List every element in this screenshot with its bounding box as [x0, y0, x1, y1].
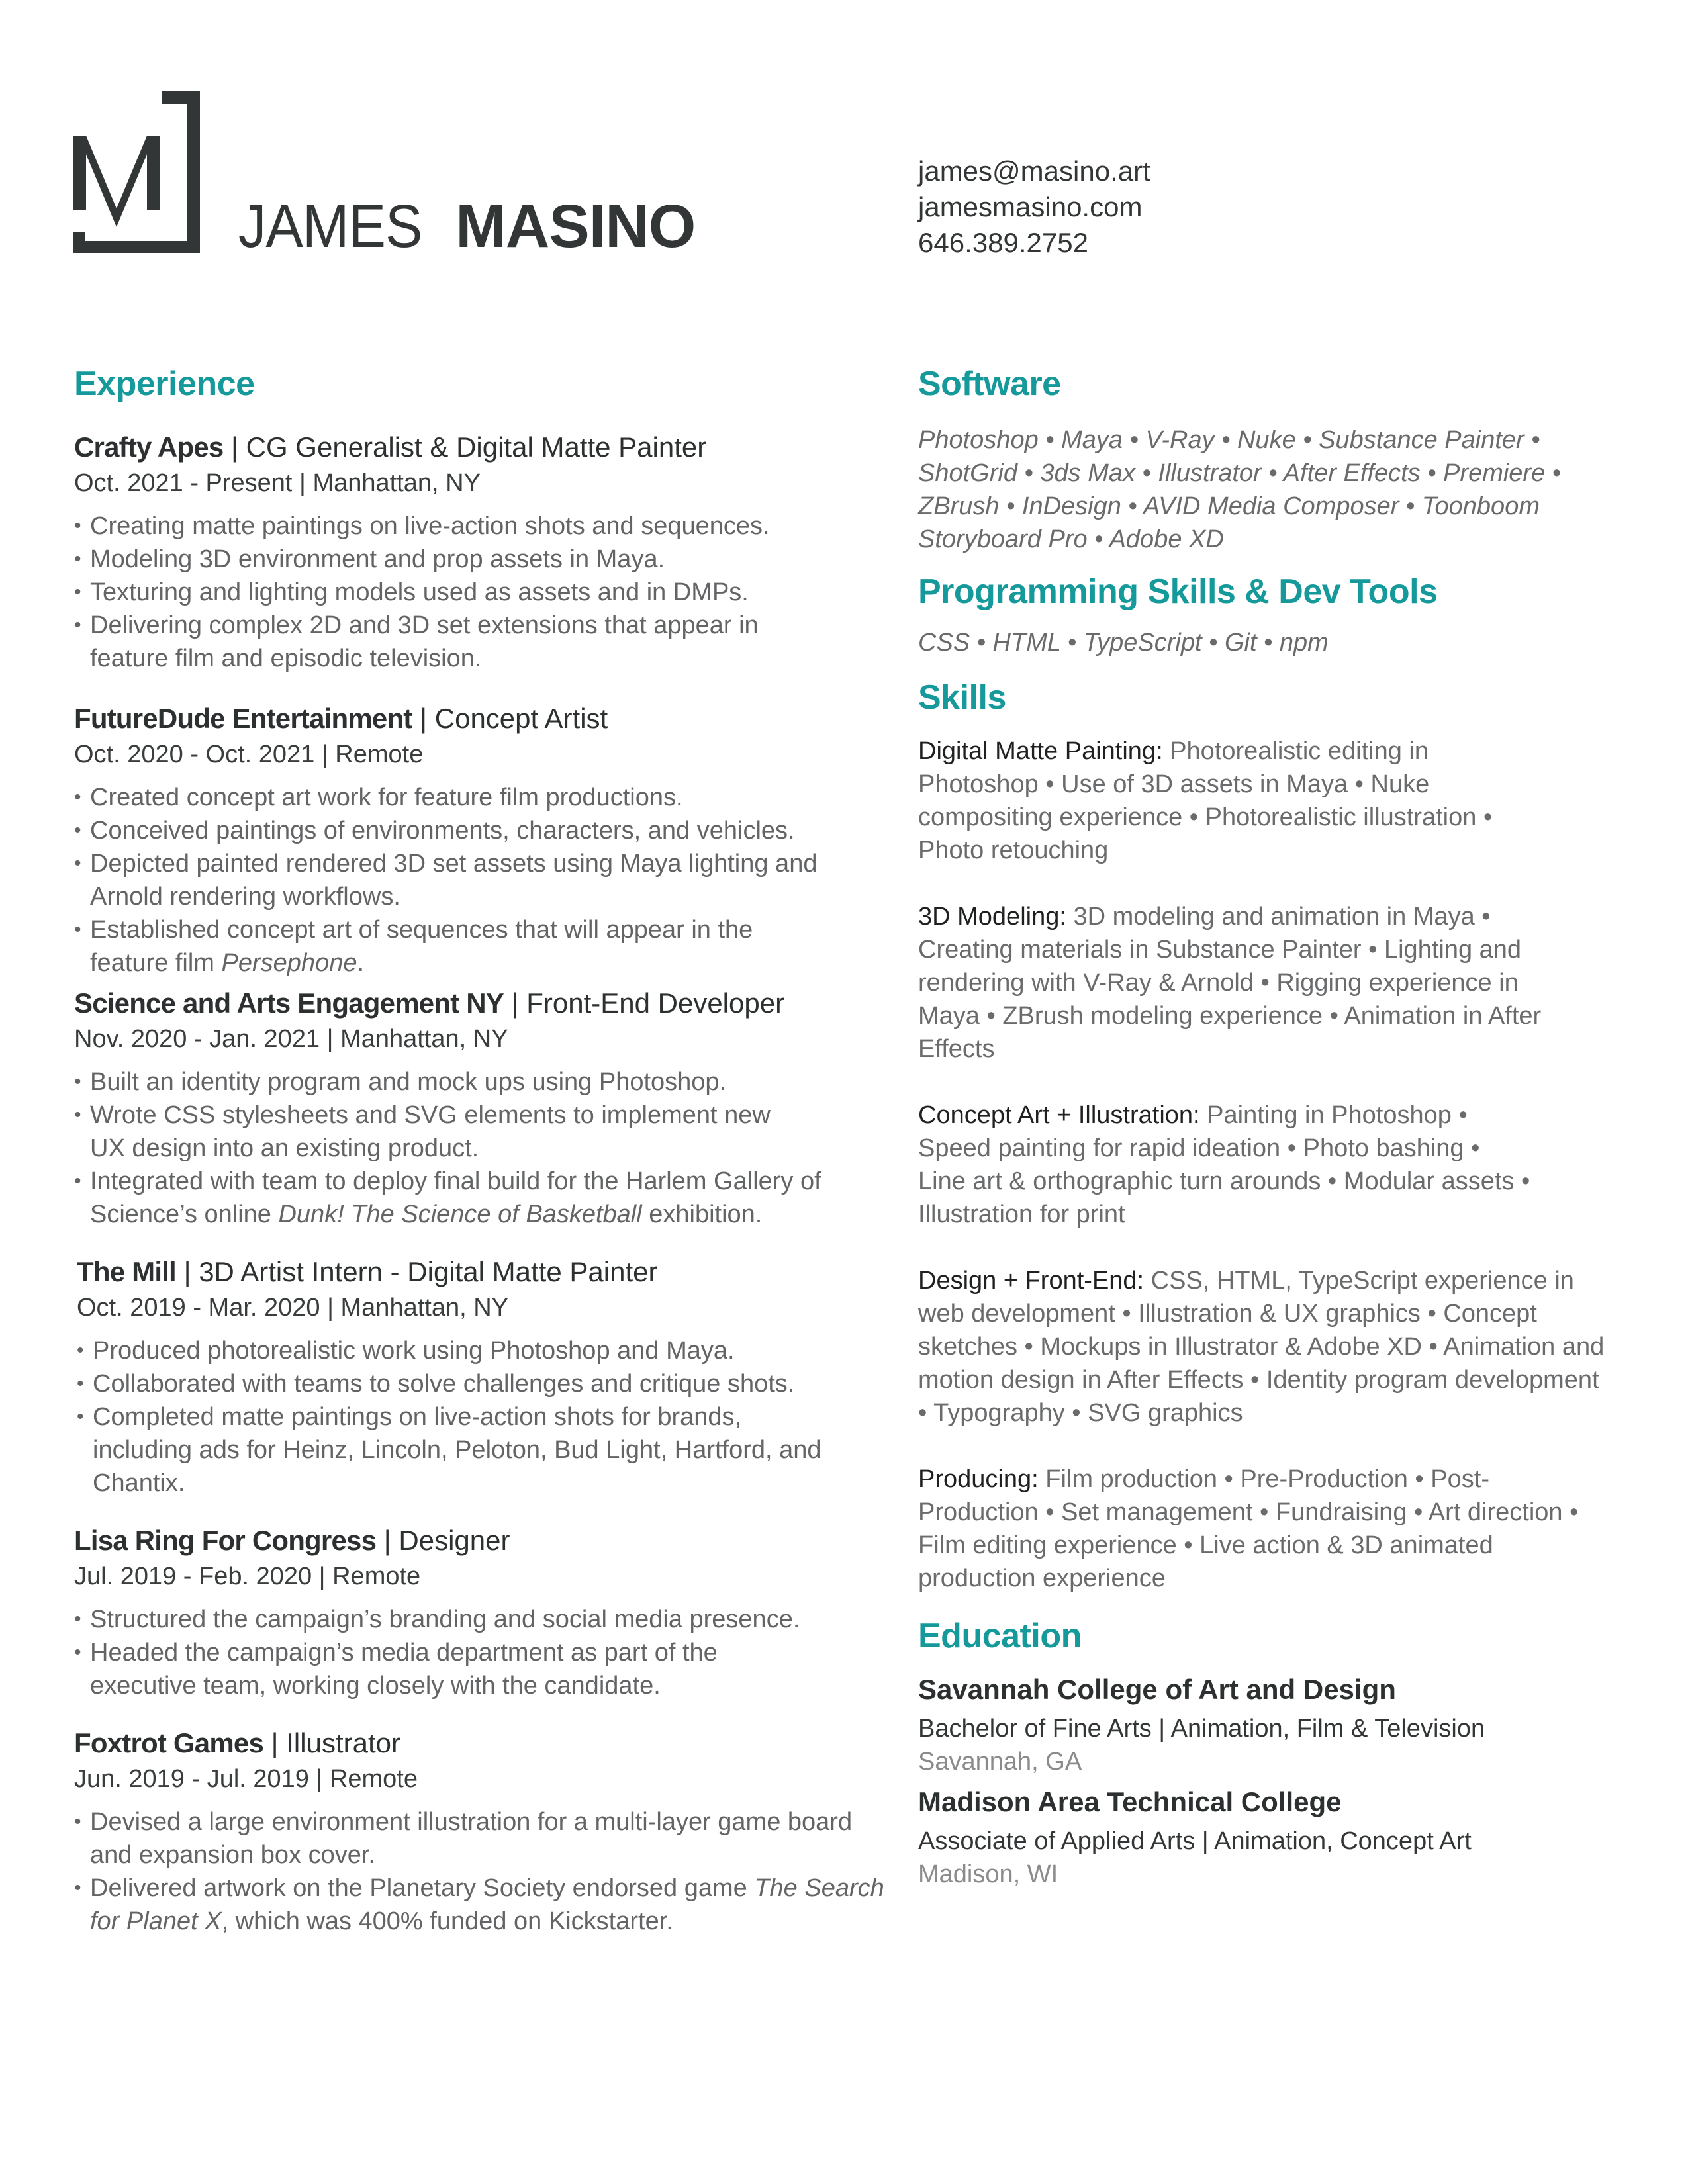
section-title-education: Education: [918, 1617, 1082, 1655]
programming-section: [918, 570, 1646, 659]
job-dates-location: Oct. 2021 - Present | Manhattan, NY: [74, 469, 481, 497]
school-name: Savannah College of Art and Design: [918, 1674, 1396, 1705]
separator: |: [263, 1727, 287, 1758]
bullet-item: • Depicted painted rendered 3D set assets using Maya lighting and Arnold rendering workflows.: [74, 847, 838, 913]
bullet-item: • Completed matte paintings on live-action shots for brands, including ads for Heinz, Lincoln, Peloton, Bud Light, Hartford, and Chantix.: [77, 1400, 834, 1500]
game-title: The Search for Planet X: [90, 1874, 884, 1935]
job-entry: [74, 1725, 884, 1938]
last-name: MASINO: [455, 193, 696, 260]
email-link[interactable]: james@masino.art: [918, 156, 1150, 187]
job-dates-location: Jul. 2019 - Feb. 2020 | Remote: [74, 1563, 421, 1590]
job-dates-location: Oct. 2020 - Oct. 2021 | Remote: [74, 741, 424, 768]
skill-text: CSS, HTML, TypeScript experience in web development • Illustration & UX graphics • Concept sketches • Mockups in Illustrator & Adobe XD • Animation and motion design in After Effects • Identity program development • Typography • SVG graphics: [918, 1267, 1605, 1427]
skill-text: Film production • Pre-Production • Post-Production • Set management • Fundraising • Art direction • Film editing experience • Live action & 3D animated production experience: [918, 1465, 1579, 1592]
job-bullets: [74, 1066, 868, 1231]
bullet-text: Delivered artwork on the Planetary Society endorsed game: [90, 1874, 755, 1902]
separator: |: [412, 703, 435, 734]
skill-item: [918, 1463, 1580, 1595]
bullet-item: • Headed the campaign’s media department as part of the executive team, working closely with the candidate.: [74, 1636, 818, 1702]
job-role: Concept Artist: [434, 703, 608, 734]
degree: Associate of Applied Arts | Animation, Concept Art: [918, 1827, 1472, 1855]
job-dates-location: Nov. 2020 - Jan. 2021 | Manhattan, NY: [74, 1025, 508, 1053]
job-bullets: [74, 781, 868, 979]
education-entry: [918, 1783, 1646, 1890]
job-bullets: [74, 1603, 868, 1702]
job-bullets: [74, 1805, 884, 1938]
software-section: [918, 363, 1646, 556]
school-name: Madison Area Technical College: [918, 1786, 1342, 1817]
section-title-skills: Skills: [918, 678, 1006, 717]
company-name: Crafty Apes: [74, 432, 224, 463]
school-location: Madison, WI: [918, 1860, 1058, 1888]
company-name: Foxtrot Games: [74, 1727, 263, 1758]
software-list: Photoshop • Maya • V-Ray • Nuke • Substance Painter • ShotGrid • 3ds Max • Illustrator • After Effects • Premiere • ZBrush • InDesign • AVID Media Composer • Toonboom Storyboard Pro • Adobe XD: [918, 426, 1562, 553]
skill-text: Photorealistic editing in Photoshop • Use of 3D assets in Maya • Nuke compositing experience • Photorealistic illustration • Photo retouching: [918, 737, 1493, 864]
right-column: [918, 363, 1646, 1890]
job-title-line: [74, 429, 868, 466]
skill-label: Design + Front-End:: [918, 1267, 1145, 1295]
bullet-item: • Structured the campaign’s branding and social media presence.: [74, 1603, 868, 1636]
film-title: Persephone: [221, 949, 357, 977]
bullet-item: • Built an identity program and mock ups using Photoshop.: [74, 1066, 868, 1099]
job-title-line: [74, 1522, 868, 1559]
skill-item: [918, 735, 1534, 867]
job-bullets: [74, 510, 868, 675]
job-title-line: [74, 1725, 868, 1762]
job-role: Designer: [399, 1525, 510, 1556]
section-title-software: Software: [918, 365, 1061, 403]
skill-item: [918, 900, 1554, 1066]
logo-mark-icon: [73, 91, 200, 257]
job-role: 3D Artist Intern - Digital Matte Painter: [199, 1256, 658, 1287]
degree: Bachelor of Fine Arts | Animation, Film & Television: [918, 1715, 1485, 1743]
experience-section: [74, 363, 884, 1938]
bullet-item: • Created concept art work for feature film productions.: [74, 781, 868, 814]
education-entry: [918, 1670, 1646, 1778]
bullet-item: [74, 1872, 884, 1938]
candidate-name: [238, 193, 696, 260]
skill-label: Producing:: [918, 1465, 1039, 1493]
section-title-experience: Experience: [74, 365, 255, 403]
job-title-line: [74, 985, 868, 1022]
bullet-item: • Produced photorealistic work using Photoshop and Maya.: [77, 1334, 868, 1367]
skill-label: Digital Matte Painting:: [918, 737, 1163, 765]
job-bullets: [77, 1334, 868, 1500]
section-title-programming: Programming Skills & Dev Tools: [918, 572, 1438, 611]
bullet-item: • Conceived paintings of environments, characters, and vehicles.: [74, 814, 868, 847]
bullet-text: Established concept art of sequences that will appear in the feature film: [90, 916, 753, 977]
job-entry: [74, 429, 868, 675]
skill-text: Painting in Photoshop • Speed painting for rapid ideation • Photo bashing • Line art & orthographic turn arounds • Modular assets • Illustration for print: [918, 1101, 1530, 1228]
skill-label: Concept Art + Illustration:: [918, 1101, 1200, 1129]
separator: |: [223, 432, 246, 463]
bullet-text: , which was 400% funded on Kickstarter.: [221, 1907, 673, 1935]
school-location: Savannah, GA: [918, 1748, 1082, 1776]
job-title-line: [77, 1253, 868, 1291]
phone-number: 646.389.2752: [918, 227, 1088, 258]
company-name: FutureDude Entertainment: [74, 703, 412, 734]
website-link[interactable]: jamesmasino.com: [918, 191, 1143, 222]
skill-text: 3D modeling and animation in Maya • Creating materials in Substance Painter • Lighting and rendering with V-Ray & Arnold • Rigging experience in Maya • ZBrush modeling experience • Animation in After Effects: [918, 903, 1542, 1063]
bullet-item: [74, 1165, 871, 1231]
job-role: Illustrator: [286, 1727, 400, 1758]
bullet-item: [74, 913, 838, 979]
job-entry: [74, 985, 868, 1231]
programming-list: CSS • HTML • TypeScript • Git • npm: [918, 629, 1329, 657]
job-dates-location: Oct. 2019 - Mar. 2020 | Manhattan, NY: [77, 1294, 508, 1322]
bullet-item: • Creating matte paintings on live-action shots and sequences.: [74, 510, 868, 543]
job-dates-location: Jun. 2019 - Jul. 2019 | Remote: [74, 1765, 418, 1793]
bullet-item: • Wrote CSS stylesheets and SVG elements to implement new UX design into an existing product.: [74, 1099, 778, 1165]
job-role: CG Generalist & Digital Matte Painter: [246, 432, 707, 463]
bullet-item: • Collaborated with teams to solve challenges and critique shots.: [77, 1367, 868, 1400]
skill-item: [918, 1264, 1607, 1430]
job-role: Front-End Developer: [526, 987, 785, 1019]
job-entry: [74, 1522, 868, 1702]
bullet-item: • Devised a large environment illustration for a multi-layer game board and expansion box cover.: [74, 1805, 858, 1872]
job-title-line: [74, 700, 868, 737]
first-name: JAMES: [238, 193, 422, 260]
skill-label: 3D Modeling:: [918, 903, 1066, 931]
skills-section: [918, 676, 1646, 1595]
exhibition-title: Dunk! The Science of Basketball: [278, 1201, 642, 1228]
bullet-item: • Texturing and lighting models used as assets and in DMPs.: [74, 576, 868, 609]
bullet-item: • Modeling 3D environment and prop assets in Maya.: [74, 543, 868, 576]
company-name: Lisa Ring For Congress: [74, 1525, 377, 1556]
education-section: [918, 1615, 1646, 1890]
skill-item: [918, 1099, 1534, 1231]
company-name: Science and Arts Engagement NY: [74, 987, 504, 1019]
contact-block: [918, 154, 1150, 261]
separator: |: [175, 1256, 199, 1287]
bullet-text: exhibition.: [641, 1201, 763, 1228]
job-entry: [77, 1253, 868, 1500]
bullet-text: .: [357, 949, 365, 977]
job-entry: [74, 700, 868, 979]
bullet-text: Integrated with team to deploy final build for the Harlem Gallery of Science’s online: [90, 1167, 821, 1228]
company-name: The Mill: [77, 1256, 176, 1287]
separator: |: [376, 1525, 399, 1556]
separator: |: [503, 987, 527, 1019]
bullet-item: • Delivering complex 2D and 3D set extensions that appear in feature film and episodic television.: [74, 609, 818, 675]
